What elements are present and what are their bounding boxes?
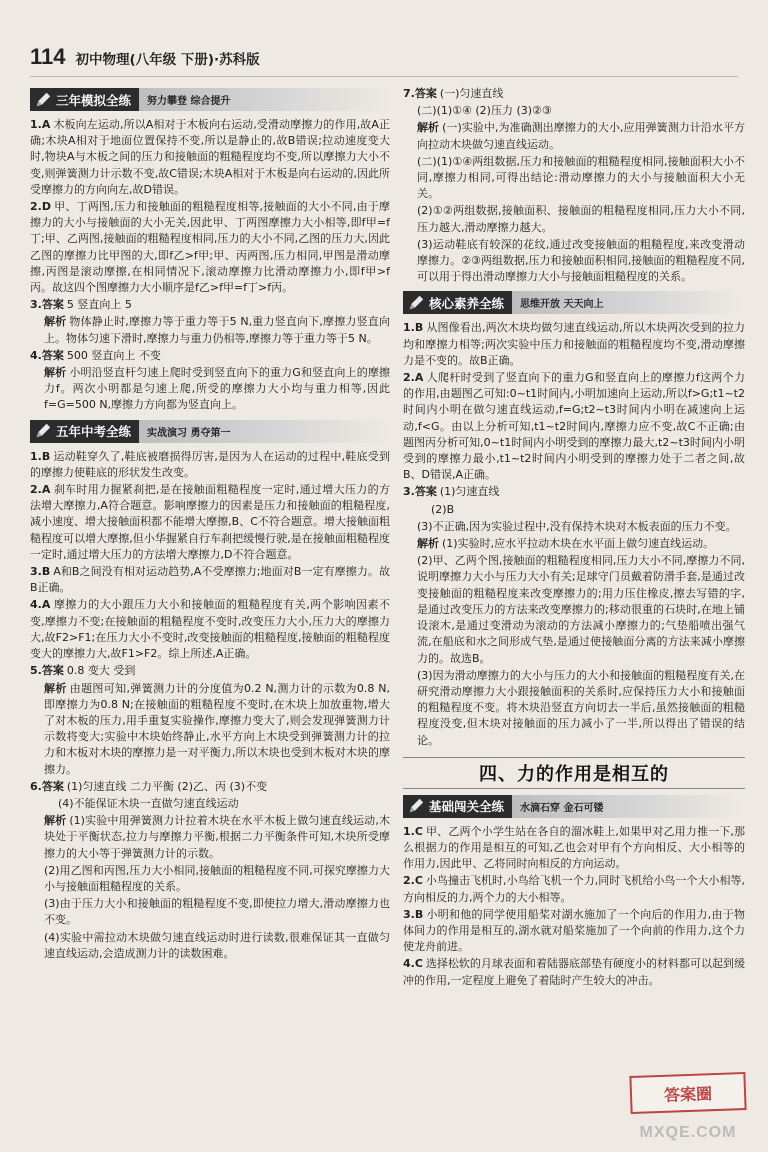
answer-entry bbox=[30, 896, 390, 928]
answer-entry bbox=[30, 348, 390, 364]
answer-text: (二)(1)①④两组数据,压力和接触面的粗糙程度相同,接触面积大小不同,摩擦力相同,可得出结论:滑动摩擦力的大小与接触面积大小无关。 bbox=[417, 154, 745, 201]
answer-label: 解析 bbox=[44, 681, 67, 695]
answer-entry bbox=[30, 597, 390, 662]
book-title: 初中物理(八年级 下册)·苏科版 bbox=[75, 52, 260, 68]
answer-text: 甲、丁两图,压力和接触面的粗糙程度相等,接触面的大小不同,由于摩擦力的大小与接触面的大小无关,因此甲、丁两图摩擦力大小相等,即f甲=f丁;甲、乙两图,接触面的粗糙程度相同,压力的大小不同,乙图的压力大,因此乙图的摩擦力比甲图的大,即f乙>f甲;甲、丙两图,压力相同,甲图是滑动摩擦,丙图是滚动摩擦,在相同情况下,滚动摩擦力比滑动摩擦力小,即f甲>f丙。故这四个图摩擦力大小顺序是f乙>f甲=f丁>f丙。 bbox=[30, 200, 390, 295]
answer-text: (3)不正确,因为实验过程中,没有保持木块对木板表面的压力不变。 bbox=[417, 519, 737, 533]
answer-text: 摩擦力的大小跟压力大小和接触面的粗糙程度有关,两个影响因素不变,摩擦力不变;在接触面的粗糙程度不变时,改变压力大小,压力大的摩擦力大,故F2>F1;在压力大小不变时,改变接触面的粗糙程度,接触面的粗糙程度变大的摩擦力大,故F1>F2。综上所述,A正确。 bbox=[30, 598, 390, 661]
pencil-icon bbox=[407, 294, 425, 312]
section-banner-three-year bbox=[30, 88, 390, 111]
answer-text: (2)用乙图和丙图,压力大小相同,接触面的粗糙程度不同,可探究摩擦力大小与接触面粗糙程度的关系。 bbox=[44, 863, 390, 893]
answer-entry bbox=[30, 681, 390, 778]
answer-text: (一)匀速直线 bbox=[439, 87, 504, 100]
answer-entry bbox=[30, 863, 390, 895]
section-banner-five-year bbox=[30, 420, 390, 443]
answer-entry bbox=[30, 663, 390, 679]
answer-text: 从图像看出,两次木块均做匀速直线运动,所以木块两次受到的拉力均和摩擦力相等;两次实验中压力和接触面的粗糙程度均不变,滑动摩擦力是不变的。故B正确。 bbox=[403, 321, 745, 367]
answer-label: 2.D bbox=[30, 200, 51, 214]
answer-label: 3.答案 bbox=[403, 485, 437, 499]
answer-label: 3.答案 bbox=[30, 298, 64, 312]
answer-entry bbox=[403, 956, 745, 988]
answer-label: 2.A bbox=[30, 483, 51, 497]
answer-text: (1)实验时,应水平拉动木块在水平面上做匀速直线运动。 bbox=[442, 537, 715, 551]
answer-text: 木板向左运动,所以A相对于木板向右运动,受滑动摩擦力的作用,故A正确;木块A相对于地面位置保持不变,所以是静止的,故B错误;拉动速度变大时,物块A与木板之间的压力和接触面的粗糙程度均不变,所以摩擦力大小不变,则弹簧测力计示数不变,故C错误;木块A相对于木板是向右运动的,因此所受摩擦力的方向向左,故D错误。 bbox=[30, 118, 390, 196]
answer-label: 3.B bbox=[30, 565, 51, 579]
answer-label: 4.C bbox=[403, 957, 423, 971]
answer-label: 解析 bbox=[44, 814, 67, 828]
answer-label: 6.答案 bbox=[30, 779, 64, 793]
answer-entry bbox=[403, 824, 745, 873]
answer-label: 1.C bbox=[403, 824, 423, 838]
answer-text: 小鸟撞击飞机时,小鸟给飞机一个力,同时飞机给小鸟一个大小相等,方向相反的力,两个力的大小相等。 bbox=[403, 874, 745, 904]
answer-entry bbox=[403, 103, 745, 119]
answer-entry bbox=[403, 536, 745, 552]
answer-text: (1)匀速直线 bbox=[439, 485, 500, 499]
answer-entry bbox=[30, 449, 390, 481]
answer-text: 物体静止时,摩擦力等于重力等于5 N,重力竖直向下,摩擦力竖直向上。物体匀速下滑时,摩擦力与重力仍相等,摩擦力等于重力等于5 N。 bbox=[44, 315, 390, 345]
answer-list bbox=[403, 824, 745, 989]
answer-label: 4.答案 bbox=[30, 348, 64, 362]
answer-list bbox=[30, 117, 390, 414]
answer-text: 甲、乙两个小学生站在各自的溜冰鞋上,如果甲对乙用力推一下,那么根据力的作用是相互的可知,乙也会对甲有个方向相反、大小相等的作用力,因此甲、乙将同时向相反的方向运动。 bbox=[403, 824, 745, 871]
answer-label: 3.B bbox=[403, 907, 424, 921]
answer-text: 500 竖直向上 不变 bbox=[66, 348, 161, 362]
answer-text: (二)(1)①④ (2)压力 (3)②③ bbox=[417, 104, 552, 118]
answer-entry bbox=[403, 203, 745, 235]
answer-text: (1)实验中用弹簧测力计拉着木块在水平木板上做匀速直线运动,木块处于平衡状态,拉力与摩擦力平衡,根据二力平衡条件可知,木块所受摩擦力的大小等于弹簧测力计的示数。 bbox=[44, 814, 390, 860]
answer-entry bbox=[403, 519, 745, 535]
answer-text: 人爬杆时受到了竖直向下的重力G和竖直向上的摩擦力f这两个力的作用,由题图乙可知:0~t1时间内,小明加速向上运动,所以f>G;t1~t2时间内小明在做匀速直线运动,f=G;t2~t3时间内小明在减速向上运动,f<G。由以上分析可知,t1~t2时间内,摩擦力应不变,故C不正确;由题图丙分析可知,0~t1时间内小明受到的摩擦力最大,t2~t3时间内小明受到的摩擦力最小,t1~t2时间内小明受到的摩擦力处于二者之间,故B、D错误,A正确。 bbox=[403, 371, 745, 482]
watermark-url: MXQE.COM bbox=[639, 1124, 737, 1141]
answer-list bbox=[403, 86, 745, 285]
answer-entry bbox=[30, 796, 390, 812]
answer-label: 1.B bbox=[403, 321, 424, 335]
banner-subtitle: 努力攀登 综合提升 bbox=[139, 88, 390, 111]
answer-text: 刹车时用力握紧刹把,是在接触面粗糙程度一定时,通过增大压力的方法增大摩擦力,A符合题意。影响摩擦力的因素是压力和接触面的粗糙程度,减小速度、增大接触面积都不能增大摩擦,B、C不符合题意。增大接触面粗糙程度可以增大摩擦,但小华握紧自行车刹把缓慢行驶,是在接触面粗糙程度一定时,通过增大压力的方法增大摩擦力,D不符合题意。 bbox=[30, 483, 390, 561]
banner-tag bbox=[30, 420, 139, 443]
answer-label: 4.A bbox=[30, 598, 51, 612]
section-heading: 四、力的作用是相互的 bbox=[403, 757, 745, 789]
answer-entry bbox=[403, 237, 745, 286]
banner-tag bbox=[403, 291, 512, 314]
left-column bbox=[30, 86, 390, 963]
answer-entry bbox=[30, 314, 390, 346]
answer-entry bbox=[30, 482, 390, 563]
answer-text: 运动鞋穿久了,鞋底被磨损得厉害,是因为人在运动的过程中,鞋底受到的摩擦力使鞋底的形状发生改变。 bbox=[30, 449, 390, 479]
answer-entry bbox=[403, 873, 745, 905]
answer-text: 小明和他的同学使用船桨对湖水施加了一个向后的作用力,由于物体间力的作用是相互的,湖水就对船桨施加了一个向前的作用力,这个力使龙舟前进。 bbox=[403, 907, 745, 954]
answer-label: 7.答案 bbox=[403, 87, 437, 100]
answer-entry bbox=[403, 370, 745, 483]
answer-text: 由题图可知,弹簧测力计的分度值为0.2 N,测力计的示数为0.8 N,即摩擦力为0.8 N;在接触面的粗糙程度不变时,在木块上加放重物,增大了对木板的压力,用手重复实验操作,摩擦力变大了,则会发现弹簧测力计示数将变大;实验中木块始终静止,水平方向上木块受到弹簧测力计的拉力和木板对木块的摩擦力是一对平衡力,所以木块也受到木板对木块的摩擦力。 bbox=[44, 681, 390, 776]
answer-list bbox=[403, 320, 745, 748]
answer-text: (4)实验中需拉动木块做匀速直线运动时进行读数,很难保证其一直做匀速直线运动,会造成测力计的读数困难。 bbox=[44, 930, 390, 960]
answer-text: (1)匀速直线 二力平衡 (2)乙、丙 (3)不变 bbox=[66, 779, 268, 793]
answer-text: (3)由于压力大小和接触面的粗糙程度不变,即使拉力增大,滑动摩擦力也不变。 bbox=[44, 897, 390, 927]
answer-text: A和B之间没有相对运动趋势,A不受摩擦力;地面对B一定有摩擦力。故B正确。 bbox=[30, 565, 390, 595]
pencil-icon bbox=[407, 797, 425, 815]
answer-text: (3)因为滑动摩擦力的大小与压力的大小和接触面的粗糙程度有关,在研究滑动摩擦力大小跟接触面积的关系时,应保持压力大小和接触面的粗糙程度不变。将木块沿竖直方向切去一半后,虽然接触面的粗糙程度没变,但木块对接触面的压力减小了一半,所以得出了错误的结论。 bbox=[417, 668, 745, 747]
answer-entry bbox=[403, 154, 745, 203]
banner-tag bbox=[30, 88, 139, 111]
answer-entry bbox=[30, 199, 390, 296]
answer-label: 解析 bbox=[417, 537, 439, 551]
answer-text: 0.8 变大 受到 bbox=[66, 664, 136, 678]
page-number: 114 bbox=[30, 44, 66, 69]
answer-entry bbox=[403, 907, 745, 956]
pencil-icon bbox=[34, 91, 52, 109]
answer-entry bbox=[30, 813, 390, 862]
banner-tag bbox=[403, 795, 512, 818]
answer-entry bbox=[403, 484, 745, 500]
answer-entry bbox=[403, 668, 745, 749]
watermark-stamp: 答案圈 bbox=[629, 1072, 746, 1114]
answer-label: 2.C bbox=[403, 874, 423, 888]
banner-title: 基础闯关全练 bbox=[429, 799, 505, 815]
banner-title: 核心素养全练 bbox=[429, 295, 505, 311]
answer-label: 1.A bbox=[30, 118, 51, 131]
answer-text: (2)甲、乙两个图,接触面的粗糙程度相同,压力大小不同,摩擦力不同,说明摩擦力大小与压力大小有关;足球守门员戴着防滑手套,是通过改变接触面的粗糙程度来改变摩擦力的;用力压住橡皮,擦去写错的字,是通过改变压力的方法来改变摩擦力的;移动很重的石块时,在地上铺设滚木,是通过变滑动为滚动的方法减小摩擦力的;气垫船喷出强气流,在船底和水之间形成气垫,是通过使接触面分离的方法来减小摩擦力的。故选B。 bbox=[417, 554, 745, 665]
answer-entry bbox=[30, 930, 390, 962]
answer-label: 解析 bbox=[44, 315, 67, 329]
answer-text: 5 竖直向上 5 bbox=[66, 298, 132, 312]
section-banner-core bbox=[403, 291, 745, 314]
answer-entry bbox=[403, 86, 745, 102]
answer-text: (3)运动鞋底有较深的花纹,通过改变接触面的粗糙程度,来改变滑动摩擦力。②③两组数据,压力和接触面积相同,接触面的粗糙程度不同,可以用于得出滑动摩擦力大小与接触面粗糙程度的关系。 bbox=[417, 237, 745, 284]
answer-text: 小明沿竖直杆匀速上爬时受到竖直向下的重力G和竖直向上的摩擦力f。两次小明都是匀速上爬,所受的摩擦力大小均与重力相等,因此f=G=500 N,摩擦力方向都为竖直向上。 bbox=[44, 366, 391, 412]
answer-entry bbox=[403, 553, 745, 666]
answer-label: 5.答案 bbox=[30, 664, 64, 678]
banner-title: 三年模拟全练 bbox=[56, 92, 132, 108]
answer-entry bbox=[403, 502, 745, 518]
answer-text: (2)B bbox=[431, 502, 455, 516]
pencil-icon bbox=[34, 422, 52, 440]
answer-text: (2)①②两组数据,接触面积、接触面的粗糙程度相同,压力大小不同,压力越大,滑动摩擦力越大。 bbox=[417, 204, 745, 234]
answer-text: (一)实验中,为准确测出摩擦力的大小,应用弹簧测力计沿水平方向拉动木块做匀速直线运动。 bbox=[417, 121, 745, 151]
answer-label: 2.A bbox=[403, 371, 424, 385]
section-banner-basic bbox=[403, 795, 745, 818]
answer-text: 选择松软的月球表面和着陆器底部垫有硬度小的材料都可以起到缓冲的作用,一定程度上避免了着陆时产生较大的冲击。 bbox=[403, 957, 745, 987]
page-header bbox=[30, 44, 260, 70]
answer-entry bbox=[30, 365, 390, 414]
answer-entry bbox=[30, 117, 390, 198]
banner-subtitle: 思维开放 天天向上 bbox=[512, 291, 745, 314]
answer-label: 解析 bbox=[44, 366, 67, 380]
banner-subtitle: 实战演习 勇夺第一 bbox=[139, 420, 390, 443]
banner-subtitle: 水滴石穿 金石可镂 bbox=[512, 795, 745, 818]
answer-label: 1.B bbox=[30, 449, 51, 463]
header-rule bbox=[30, 76, 738, 77]
answer-entry bbox=[30, 779, 390, 795]
answer-list bbox=[30, 449, 390, 962]
answer-entry bbox=[403, 120, 745, 152]
answer-text: (4)不能保证木块一直做匀速直线运动 bbox=[58, 796, 239, 810]
right-column bbox=[403, 86, 745, 990]
answer-entry bbox=[30, 297, 390, 313]
banner-title: 五年中考全练 bbox=[56, 424, 132, 440]
answer-entry bbox=[30, 564, 390, 596]
answer-entry bbox=[403, 320, 745, 369]
answer-label: 解析 bbox=[417, 121, 440, 135]
